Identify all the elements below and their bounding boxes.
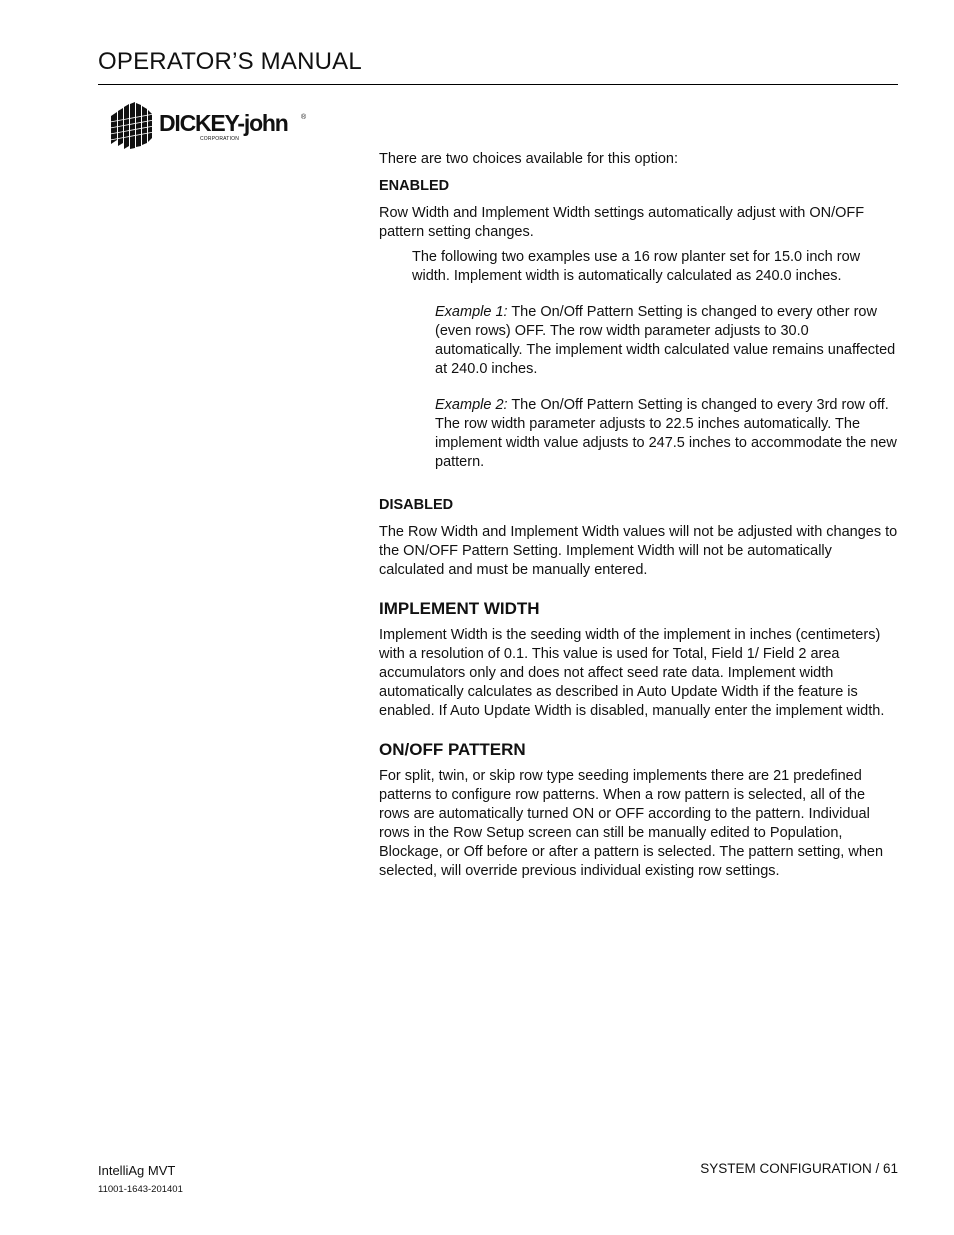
example-1-label: Example 1: (435, 304, 508, 320)
disabled-heading: DISABLED (379, 497, 454, 513)
registered-mark: ® (301, 114, 307, 121)
logo-corporation: CORPORATION (200, 136, 240, 142)
logo-wordmark: DICKEY-john (159, 110, 288, 136)
dickey-john-emblem-icon (108, 100, 158, 150)
dickey-john-logo (108, 100, 318, 152)
example-2-text: The On/Off Pattern Setting is changed to every 3rd row off. The row width parameter adjusts to 22.5 inches automatically. The implement width value adjusts to 247.5 inches to accommodate the new pattern. (435, 397, 897, 470)
footer-product: IntelliAg MVT (98, 1163, 176, 1178)
implement-width-body: Implement Width is the seeding width of the implement in inches (centimeters) with a resolution of 0.1. This value is used for Total, Field 1/ Field 2 area accumulators only and does not affect seed rate data. Implement width automatically calculates as described in Auto Update Width if the feature is enabled. If Auto Update Width is disabled, manually enter the implement width. (379, 627, 885, 719)
enabled-heading: ENABLED (379, 178, 450, 194)
example-1-text: The On/Off Pattern Setting is changed to every other row (even rows) OFF. The row width parameter adjusts to 30.0 automatically. The implement width calculated value remains unaffected at 240.0 inches. (435, 304, 896, 377)
page-header-title: OPERATOR’S MANUAL (98, 48, 362, 75)
footer-section-page: SYSTEM CONFIGURATION / 61 (700, 1161, 898, 1176)
implement-width-heading: IMPLEMENT WIDTH (379, 599, 540, 618)
disabled-body: The Row Width and Implement Width values will not be adjusted with changes to the ON/OFF Pattern Setting. Implement Width will not be automatically calculated and must be manually entered. (379, 524, 898, 578)
example-2-label: Example 2: (435, 397, 508, 413)
footer-doc-number: 11001-1643-201401 (98, 1184, 183, 1195)
enabled-note: The following two examples use a 16 row planter set for 15.0 inch row width. Implement width is automatically calculated as 240.0 inches. (412, 249, 861, 284)
onoff-pattern-heading: ON/OFF PATTERN (379, 740, 526, 759)
header-divider (98, 84, 898, 85)
example-1 (435, 303, 898, 379)
enabled-body: Row Width and Implement Width settings automatically adjust with ON/OFF pattern setting changes. (379, 205, 865, 240)
main-content (379, 150, 898, 881)
example-2 (435, 396, 898, 472)
onoff-pattern-body: For split, twin, or skip row type seeding implements there are 21 predefined patterns to configure row patterns. When a row pattern is selected, all of the rows are automatically turned ON or OFF according to the pattern. Individual rows in the Row Setup screen can still be manually edited to Population, Blockage, or Off before or after a pattern is selected. The pattern setting, when selected, will override previous individual existing row settings. (379, 768, 884, 879)
intro-text: There are two choices available for this option: (379, 151, 679, 167)
